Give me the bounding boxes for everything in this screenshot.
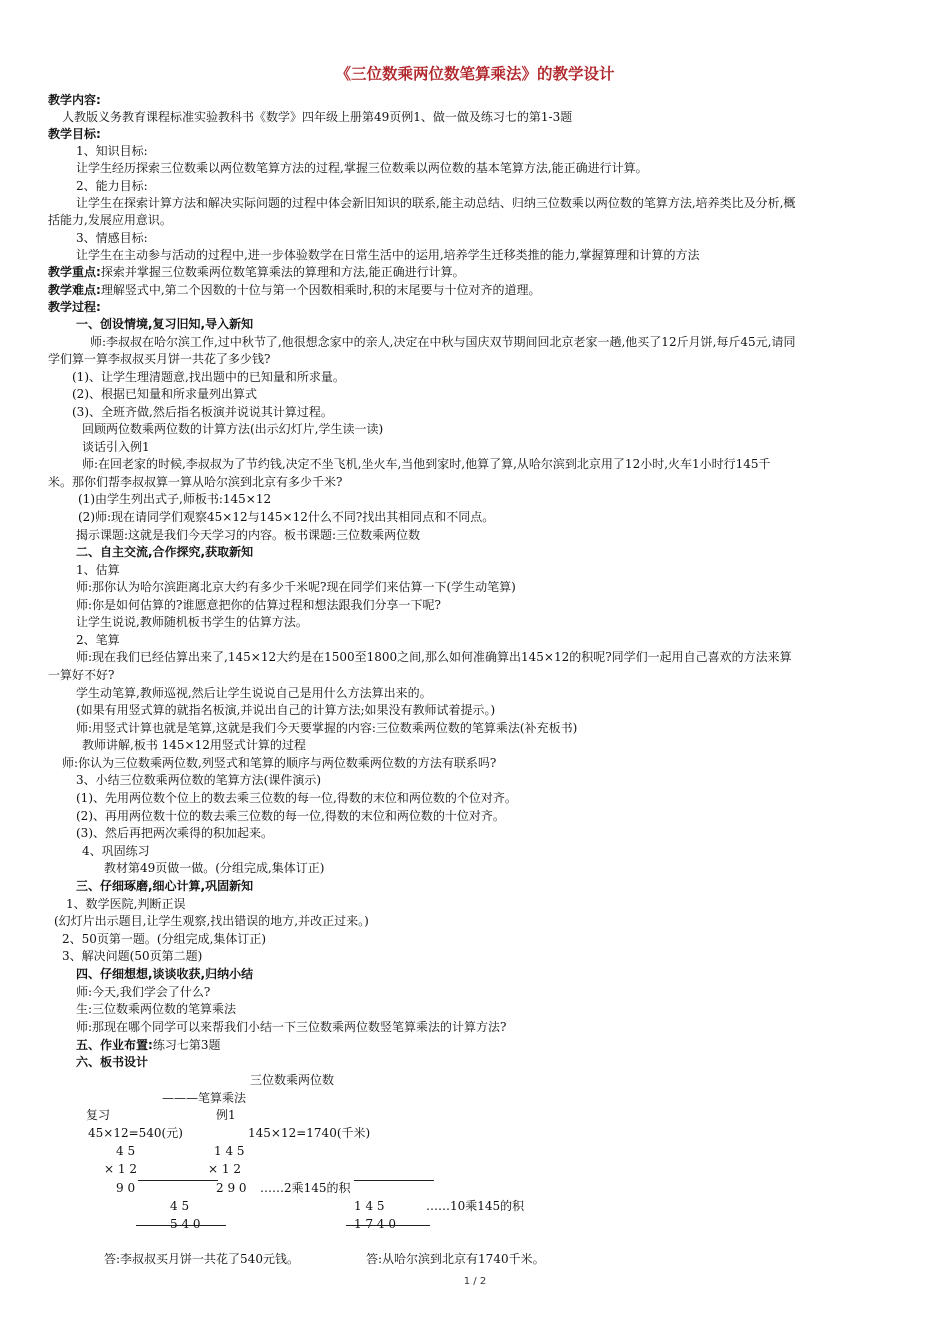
section-1-heading: 一、创设情境,复习旧知,导入新知 (76, 317, 254, 331)
board-left-rule-1 (138, 1180, 218, 1181)
board-right-note-1: ……2乘145的积 (260, 1181, 351, 1195)
board-right-note-2: ……10乘145的积 (426, 1199, 525, 1213)
content-heading: 教学内容: (48, 93, 101, 107)
board-equation-right: 145×12=1740(千米) (248, 1126, 371, 1140)
board-answer-right: 答:从哈尔滨到北京有1740千米。 (366, 1252, 545, 1266)
board-title: 三位数乘两位数 (250, 1073, 335, 1087)
knowledge-label: 1、知识目标: (76, 144, 148, 158)
board-left-row-5: 5 4 0 (170, 1217, 201, 1231)
ability-label: 2、能力目标: (76, 179, 148, 193)
key-point-text: 探索并掌握三位数乘两位数笔算乘法的算理和方法,能正确进行计算。 (100, 265, 465, 279)
board-equation-left: 45×12=540(元) (88, 1126, 183, 1140)
estimate-question-1: 师:那你认为哈尔滨距离北京大约有多少千米呢?现在同学们来估算一下(学生动笔算) (76, 580, 516, 594)
estimate-note: 让学生说说,教师随机板书学生的估算方法。 (76, 615, 308, 629)
summary-1: (1)、先用两位数个位上的数去乘三位数的每一位,得数的末位和两位数的个位对齐。 (76, 791, 517, 805)
written-calc-label: 2、笔算 (76, 633, 120, 647)
difficulty-heading: 教学难点: (48, 283, 101, 297)
emotion-label: 3、情感目标: (76, 231, 148, 245)
section-1-intro: 谈话引入例1 (82, 440, 150, 454)
written-calc-f: 教师讲解,板书 145×12用竖式计算的过程 (82, 738, 306, 752)
board-right-rule-1 (354, 1180, 434, 1181)
objectives-heading: 教学目标: (48, 127, 101, 141)
difficulty (48, 282, 540, 299)
written-calc-e: 师:用竖式计算也就是笔算,这就是我们今天要掌握的内容:三位数乘两位数的笔算乘法(补充板书) (76, 721, 578, 735)
written-calc-a: 师:现在我们已经估算出来了,145×12大约是在1500至1800之间,那么如何准确算出145×12的积呢?同学们一起用自己喜欢的方法来算 (76, 650, 792, 664)
board-right-row-2: × 1 2 (208, 1162, 241, 1176)
section-5-heading: 五、作业布置: (76, 1038, 153, 1052)
document-title: 《三位数乘两位数笔算乘法》的教学设计 (335, 65, 615, 83)
written-calc-b: 一算好不好? (48, 668, 115, 682)
section-3-heading: 三、仔细琢磨,细心计算,巩固新知 (76, 879, 254, 893)
section-1-paragraph-2-cont: 米。那你们帮李叔叔算一算从哈尔滨到北京有多少千米? (48, 475, 343, 489)
written-calc-c: 学生动笔算,教师巡视,然后让学生说说自己是用什么方法算出来的。 (76, 686, 432, 700)
section-1-item-3: (3)、全班齐做,然后指名板演并说说其计算过程。 (72, 405, 333, 419)
section-1-paragraph-1: 师:李叔叔在哈尔滨工作,过中秋节了,他很想念家中的亲人,决定在中秋与国庆双节期间回北京老家一趟,他买了12斤月饼,每斤45元,请同 (90, 335, 796, 349)
section-1-paragraph-2: 师:在回老家的时候,李叔叔为了节约钱,决定不坐飞机,坐火车,当他到家时,他算了算,从哈尔滨到北京用了12小时,火车1小时行145千 (82, 457, 771, 471)
section-4-heading: 四、仔细想想,谈谈收获,归纳小结 (76, 967, 254, 981)
ability-text-cont: 括能力,发展应用意识。 (48, 213, 172, 227)
practice-text: 教材第49页做一做。(分组完成,集体订正) (104, 861, 325, 875)
written-calc-d: (如果有用竖式算的就指名板演,并说出自己的计算方法;如果没有教师试着提示。) (76, 703, 496, 717)
section-2-heading: 二、自主交流,合作探究,获取新知 (76, 545, 254, 559)
section-1-step-1: (1)由学生列出式子,师板书:145×12 (78, 492, 272, 506)
written-calc-g: 师:你认为三位数乘两位数,列竖式和笔算的顺序与两位数乘两位数的方法有联系吗? (62, 756, 497, 770)
summary-label: 3、小结三位数乘两位数的笔算方法(课件演示) (76, 773, 321, 787)
section-3-task-1-note: (幻灯片出示题目,让学生观察,找出错误的地方,并改正过来。) (54, 914, 369, 928)
section-1-reveal: 揭示课题:这就是我们今天学习的内容。板书课题:三位数乘两位数 (76, 528, 421, 542)
board-left-row-3: 9 0 (116, 1181, 136, 1195)
board-left-row-4: 4 5 (170, 1199, 190, 1213)
board-left-row-2: × 1 2 (104, 1162, 137, 1176)
section-1-review: 回顾两位数乘两位数的计算方法(出示幻灯片,学生读一读) (82, 422, 384, 436)
board-subtitle: ———笔算乘法 (162, 1091, 247, 1105)
summary-2: (2)、再用两位数十位的数去乘三位数的每一位,得数的末位和两位数的十位对齐。 (76, 809, 505, 823)
section-5 (76, 1037, 220, 1054)
estimate-question-2: 师:你是如何估算的?谁愿意把你的估算过程和想法跟我们分享一下呢? (76, 598, 441, 612)
board-right-row-5: 1 7 4 0 (354, 1217, 396, 1231)
emotion-text: 让学生在主动参与活动的过程中,进一步体验数学在日常生活中的运用,培养学生迁移类推的能力,掌握算理和计算的方法 (76, 248, 700, 262)
ability-text: 让学生在探索计算方法和解决实际问题的过程中体会新旧知识的联系,能主动总结、归纳三位数乘以两位数的笔算方法,培养类比及分析,概 (76, 196, 796, 210)
summary-3: (3)、然后再把两次乘得的积加起来。 (76, 826, 273, 840)
section-1-step-2: (2)师:现在请同学们观察45×12与145×12什么不同?找出其相同点和不同点。 (78, 510, 495, 524)
board-left-row-1: 4 5 (116, 1144, 136, 1158)
section-3-task-2: 2、50页第一题。(分组完成,集体订正) (62, 932, 267, 946)
estimate-label: 1、估算 (76, 563, 120, 577)
page-number: 1 / 2 (463, 1276, 487, 1287)
knowledge-text: 让学生经历探索三位数乘以两位数笔算方法的过程,掌握三位数乘以两位数的基本笔算方法,能正确进行计算。 (76, 161, 648, 175)
board-example-label: 例1 (216, 1108, 236, 1122)
section-4-question: 师:今天,我们学会了什么? (76, 985, 211, 999)
section-5-text: 练习七第3题 (152, 1038, 221, 1052)
section-6-heading: 六、板书设计 (76, 1055, 149, 1069)
board-answer-left: 答:李叔叔买月饼一共花了540元钱。 (104, 1252, 299, 1266)
difficulty-text: 理解竖式中,第二个因数的十位与第一个因数相乘时,积的末尾要与十位对齐的道理。 (100, 283, 541, 297)
board-right-row-1: 1 4 5 (214, 1144, 245, 1158)
content-text: 人教版义务教育课程标准实验教科书《数学》四年级上册第49页例1、做一做及练习七的第1-3题 (62, 110, 573, 124)
section-3-task-1: 1、数学医院,判断正误 (66, 897, 186, 911)
section-1-item-1: (1)、让学生理清题意,找出题中的已知量和所求量。 (72, 370, 345, 384)
section-1-item-2: (2)、根据已知量和所求量列出算式 (72, 387, 257, 401)
board-right-row-3: 2 9 0 (216, 1181, 247, 1195)
section-4-question-2: 师:那现在哪个同学可以来帮我们小结一下三位数乘两位数竖笔算乘法的计算方法? (76, 1020, 507, 1034)
section-3-task-3: 3、解决问题(50页第二题) (62, 949, 203, 963)
process-heading: 教学过程: (48, 300, 101, 314)
board-review-label: 复习 (86, 1108, 111, 1122)
section-1-paragraph-1-cont: 学们算一算李叔叔买月饼一共花了多少钱? (48, 352, 271, 366)
section-4-answer: 生:三位数乘两位数的笔算乘法 (76, 1002, 237, 1016)
key-point (48, 264, 465, 281)
practice-label: 4、巩固练习 (82, 844, 150, 858)
key-point-heading: 教学重点: (48, 265, 101, 279)
board-right-row-4: 1 4 5 (354, 1199, 385, 1213)
